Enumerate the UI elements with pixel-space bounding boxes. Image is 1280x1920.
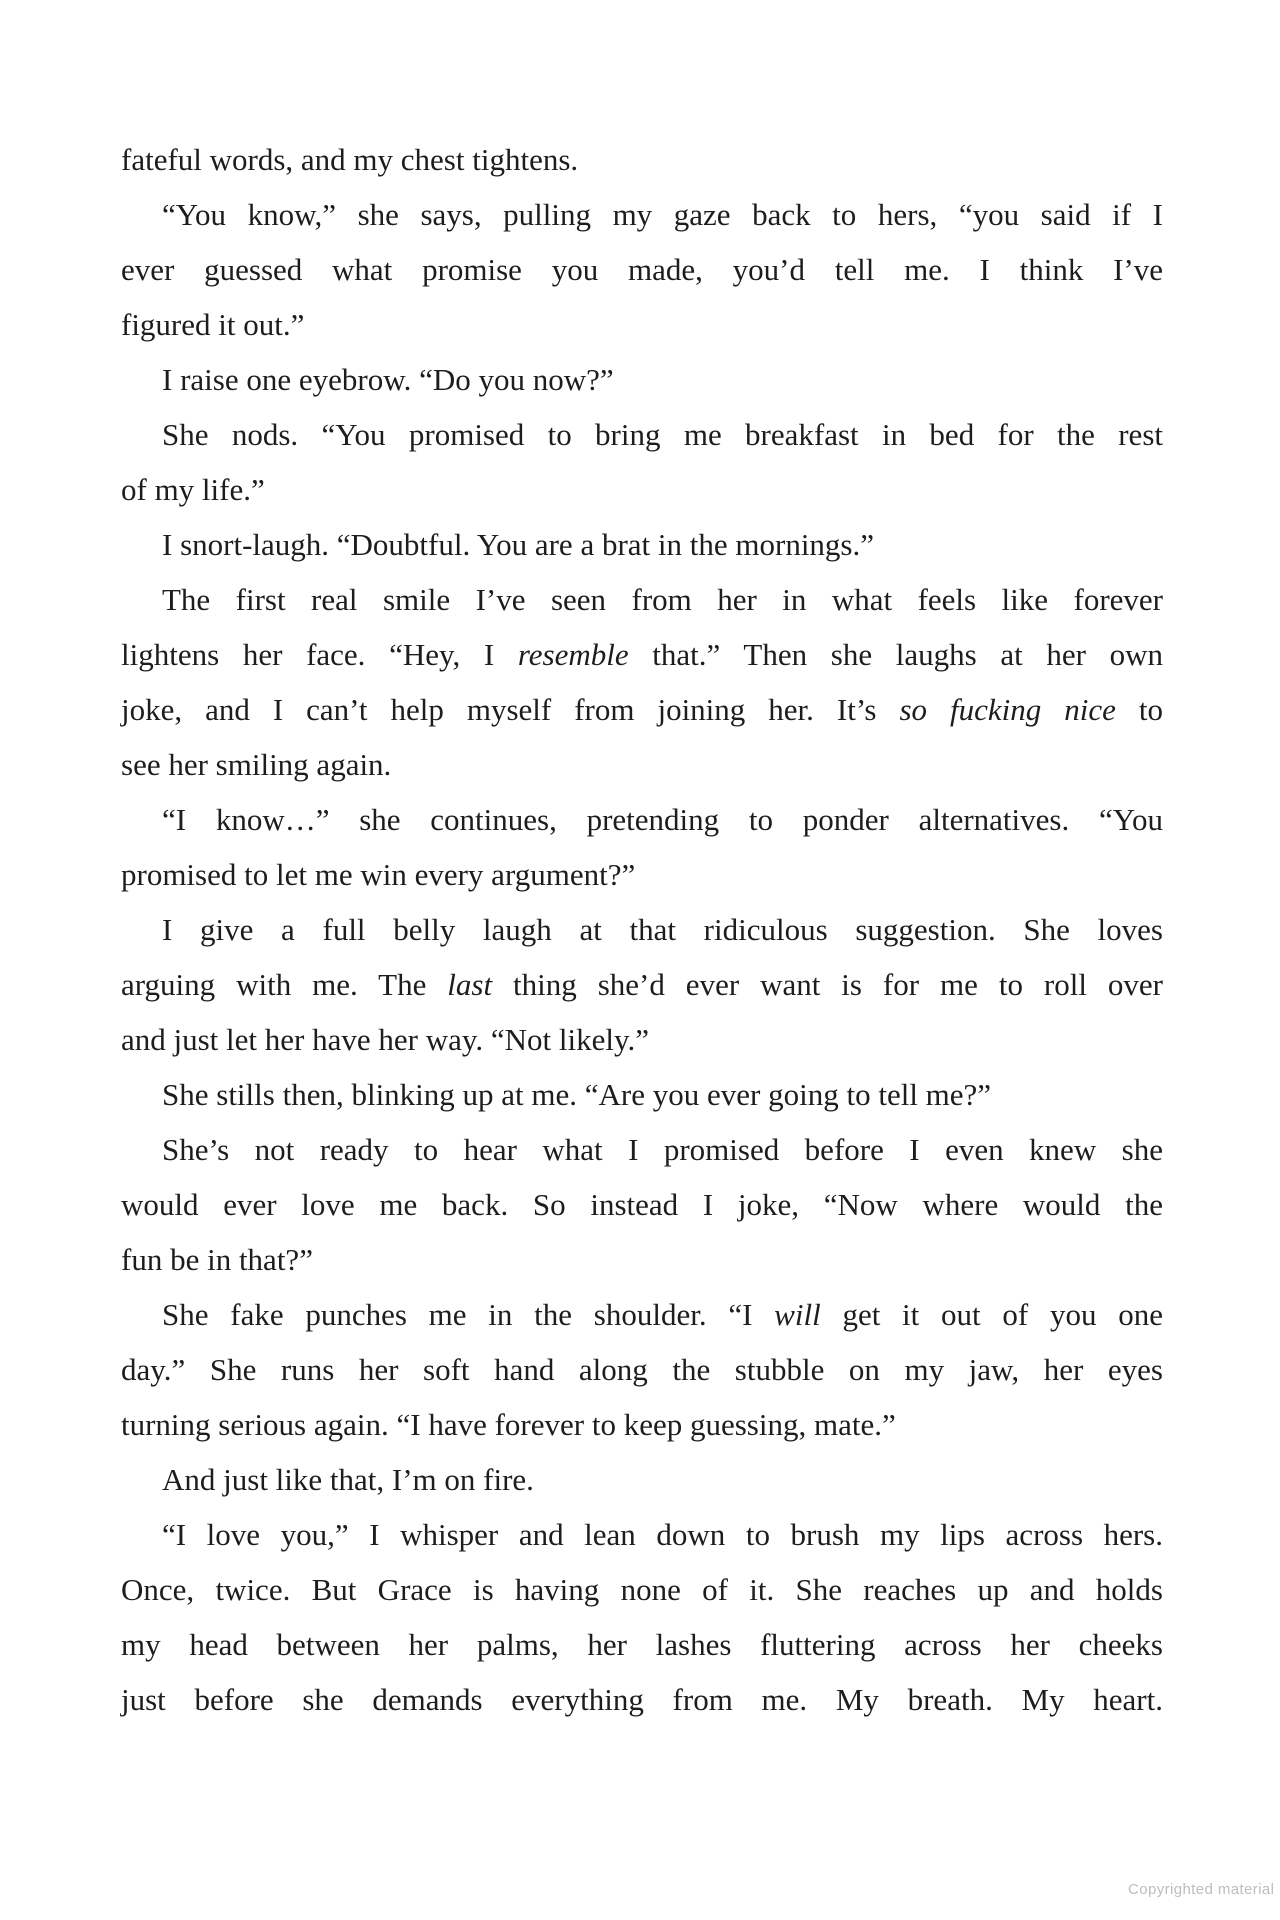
text-line <box>121 902 1163 957</box>
text-segment: promised to let me win every argument?” <box>121 857 636 892</box>
text-segment: “I love you,” I whisper and lean down to brush my lips across hers. <box>162 1517 1163 1552</box>
text-segment: and just let her have her way. “Not likely.” <box>121 1022 649 1057</box>
text-segment: “You know,” she says, pulling my gaze back to hers, “you said if I <box>162 197 1163 232</box>
text-line <box>121 1397 1163 1452</box>
text-segment: She nods. “You promised to bring me breakfast in bed for the rest <box>162 417 1163 452</box>
text-line <box>121 1287 1163 1342</box>
text-segment: Once, twice. But Grace is having none of it. She reaches up and holds <box>121 1572 1163 1607</box>
text-line <box>121 792 1163 847</box>
text-segment: that.” Then she laughs at her own <box>628 637 1164 672</box>
text-line <box>121 187 1163 242</box>
italic-text-segment: will <box>774 1297 821 1332</box>
text-line <box>121 1177 1163 1232</box>
text-line <box>121 242 1163 297</box>
text-line <box>121 352 1163 407</box>
text-segment: get it out of you one <box>820 1297 1163 1332</box>
italic-text-segment: so fucking nice <box>899 692 1116 727</box>
text-segment: day.” She runs her soft hand along the stubble on my jaw, her eyes <box>121 1352 1163 1387</box>
text-segment: fun be in that?” <box>121 1242 313 1277</box>
text-segment: arguing with me. The <box>121 967 448 1002</box>
text-line <box>121 1452 1163 1507</box>
text-line <box>121 1342 1163 1397</box>
text-segment: of my life.” <box>121 472 265 507</box>
text-segment: I raise one eyebrow. “Do you now?” <box>162 362 614 397</box>
text-segment: would ever love me back. So instead I joke, “Now where would the <box>121 1187 1163 1222</box>
text-segment: lightens her face. “Hey, I <box>121 637 518 672</box>
text-line <box>121 297 1163 352</box>
text-segment: joke, and I can’t help myself from joining her. It’s <box>121 692 900 727</box>
text-segment: She’s not ready to hear what I promised before I even knew she <box>162 1132 1163 1167</box>
text-segment: “I know…” she continues, pretending to ponder alternatives. “You <box>162 802 1163 837</box>
text-segment: to <box>1115 692 1163 727</box>
text-segment: my head between her palms, her lashes fluttering across her cheeks <box>121 1627 1163 1662</box>
text-line <box>121 1122 1163 1177</box>
body-text <box>121 132 1163 1727</box>
text-line <box>121 1067 1163 1122</box>
text-line <box>121 407 1163 462</box>
text-line <box>121 1617 1163 1672</box>
copyright-watermark: Copyrighted material <box>1128 1881 1275 1898</box>
text-line <box>121 572 1163 627</box>
text-line <box>121 517 1163 572</box>
text-segment: I snort-laugh. “Doubtful. You are a brat in the mornings.” <box>162 527 875 562</box>
text-line <box>121 1562 1163 1617</box>
text-segment: just before she demands everything from me. My breath. My heart. <box>121 1682 1163 1717</box>
text-segment: figured it out.” <box>121 307 305 342</box>
text-line <box>121 737 1163 792</box>
text-segment: thing she’d ever want is for me to roll over <box>492 967 1163 1002</box>
text-line <box>121 957 1163 1012</box>
text-line <box>121 682 1163 737</box>
text-line <box>121 1232 1163 1287</box>
text-segment: turning serious again. “I have forever to keep guessing, mate.” <box>121 1407 896 1442</box>
italic-text-segment: resemble <box>517 637 629 672</box>
text-line <box>121 462 1163 517</box>
text-segment: fateful words, and my chest tightens. <box>121 142 579 177</box>
text-line <box>121 847 1163 902</box>
text-segment: She stills then, blinking up at me. “Are you ever going to tell me?” <box>162 1077 992 1112</box>
text-segment: The first real smile I’ve seen from her in what feels like forever <box>162 582 1163 617</box>
text-segment: I give a full belly laugh at that ridiculous suggestion. She loves <box>162 912 1163 947</box>
text-segment: see her smiling again. <box>121 747 392 782</box>
italic-text-segment: last <box>447 967 493 1002</box>
text-line <box>121 1012 1163 1067</box>
text-line <box>121 627 1163 682</box>
text-segment: And just like that, I’m on fire. <box>162 1462 534 1497</box>
text-segment: She fake punches me in the shoulder. “I <box>162 1297 775 1332</box>
text-line <box>121 1507 1163 1562</box>
text-line <box>121 1672 1163 1727</box>
text-line <box>121 132 1163 187</box>
text-segment: ever guessed what promise you made, you’d tell me. I think I’ve <box>121 252 1163 287</box>
